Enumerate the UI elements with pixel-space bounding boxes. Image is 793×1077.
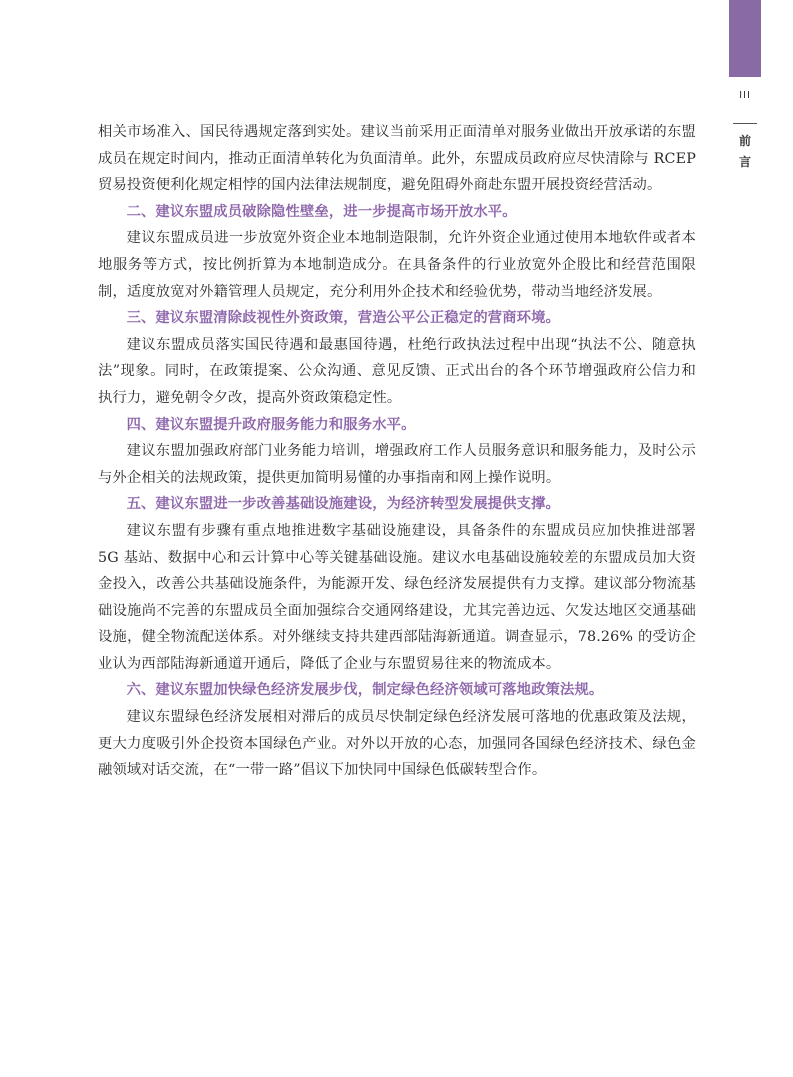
chapter-side-tab	[729, 0, 761, 77]
page-body	[98, 119, 696, 784]
section-body-4: 建议东盟加强政府部门业务能力培训，增强政府工作人员服务意识和服务能力，及时公示与外企相关的法规政策，提供更加简明易懂的办事指南和网上操作说明。	[98, 443, 696, 486]
page-number: III	[739, 90, 751, 101]
section-label-char-2: 言	[738, 155, 751, 169]
section-body-6: 建议东盟绿色经济发展相对滞后的成员尽快制定绿色经济发展可落地的优惠政策及法规，更大力度吸引外企投资本国绿色产业。对外以开放的心态，加强同各国绿色经济技术、绿色金融领域对话交流，在“一带一路”倡议下加快同中国绿色低碳转型合作。	[98, 709, 696, 779]
section-label-char-1: 前	[738, 134, 751, 148]
section-body-3: 建议东盟成员落实国民待遇和最惠国待遇，杜绝行政执法过程中出现“执法不公、随意执法”现象。同时，在政策提案、公众沟通、意见反馈、正式出台的各个环节增强政府公信力和执行力，避免朝令夕改，提高外资政策稳定性。	[98, 336, 696, 406]
section-heading-2: 二、建议东盟成员破除隐性壁垒，进一步提高市场开放水平。	[126, 203, 517, 220]
section-heading-6: 六、建议东盟加快绿色经济发展步伐，制定绿色经济领域可落地政策法规。	[126, 682, 604, 699]
section-body-5: 建议东盟有步骤有重点地推进数字基础设施建设，具备条件的东盟成员应加快推进部署 5G 基站、数据中心和云计算中心等关键基础设施。建议水电基础设施较差的东盟成员加大资金投入，改善公共基础设施条件，为能源开发、绿色经济发展提供有力支撑。建议部分物流基础设施尚不完善的东盟成员全面加强综合交通网络建设，尤其完善边远、欠发达地区交通基础设施，健全物流配送体系。对外继续支持共建西部陆海新通道。调查显示，78.26% 的受访企业认为西部陆海新通道开通后，降低了企业与东盟贸易往来的物流成本。	[98, 522, 696, 672]
side-divider	[733, 123, 757, 124]
section-heading-4: 四、建议东盟提升政府服务能力和服务水平。	[126, 416, 416, 433]
intro-paragraph: 相关市场准入、国民待遇规定落到实处。建议当前采用正面清单对服务业做出开放承诺的东盟成员在规定时间内，推动正面清单转化为负面清单。此外，东盟成员政府应尽快清除与 RCEP 贸易投资便利化规定相悖的国内法律法规制度，避免阻碍外商赴东盟开展投资经营活动。	[98, 124, 696, 194]
section-heading-5: 五、建议东盟进一步改善基础设施建设，为经济转型发展提供支撑。	[126, 496, 560, 513]
section-heading-3: 三、建议东盟清除歧视性外资政策，营造公平公正稳定的营商环境。	[126, 310, 560, 327]
section-body-2: 建议东盟成员进一步放宽外资企业本地制造限制，允许外资企业通过使用本地软件或者本地服务等方式，按比例折算为本地制造成分。在具备条件的行业放宽外企股比和经营范围限制，适度放宽对外籍管理人员规定，充分利用外企技术和经验优势，带动当地经济发展。	[98, 230, 696, 300]
section-label	[729, 131, 761, 173]
